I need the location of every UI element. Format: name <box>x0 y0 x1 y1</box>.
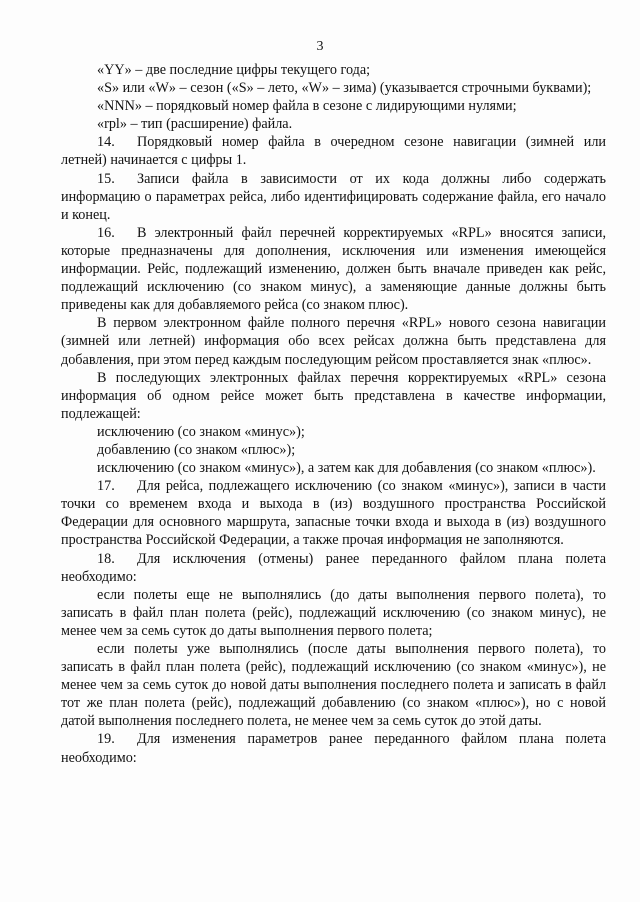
paragraph-text: В электронный файл перечней корректируемых «RPL» вносятся записи, которые предназначены для дополнения, исключения или изменения имеющейся информации. Рейс, подлежащий изменению, должен быть вначале приведен как рейс, подлежащий исключению (со знаком минус), а заменяющие данные должны быть приведены как для добавляемого рейса (со знаком плюс). <box>61 224 606 314</box>
paragraph-17 <box>61 477 606 549</box>
document-body <box>61 61 606 767</box>
list-item-exclusion: исключению (со знаком «минус»); <box>97 423 305 440</box>
paragraph-number: 14. <box>97 134 115 151</box>
page-number: 3 <box>316 39 324 54</box>
paragraph-text: Для рейса, подлежащего исключению (со знаком «минус»), записи в части точки со временем входа и выхода в (из) воздушного пространства Российской Федерации для основного маршрута, запасные точки входа и выхода в (из) воздушного пространства Российской Федерации, а также прочая информация не заполняются. <box>61 478 606 549</box>
paragraph-first-file: В первом электронном файле полного перечня «RPL» нового сезона навигации (зимней или летней) информация обо всех рейсах должна быть представлена для добавления, при этом перед каждым последующим рейсом проставляется знак «плюс». <box>61 315 606 368</box>
paragraph-text: Для исключения (отмены) ранее переданного файлом плана полета необходимо: <box>61 550 606 585</box>
paragraph-15 <box>61 170 606 224</box>
paragraph-number: 15. <box>97 170 115 187</box>
paragraph-14 <box>61 133 606 169</box>
paragraph-16 <box>61 224 606 314</box>
list-item-exclusion-addition: исключению (со знаком «минус»), а затем как для добавления (со знаком «плюс»). <box>97 460 596 477</box>
paragraph-season: «S» или «W» – сезон («S» – лето, «W» – зима) (указывается строчными буквами); <box>97 80 592 97</box>
list-item-addition: добавлению (со знаком «плюс»); <box>97 441 296 458</box>
paragraph-subsequent-files: В последующих электронных файлах перечня корректируемых «RPL» сезона информация об одном рейсе может быть представлена в качестве информации, подлежащей: <box>61 369 606 422</box>
paragraph-number: 17. <box>97 478 115 495</box>
paragraph-number: 18. <box>97 550 115 567</box>
paragraph-text: Записи файла в зависимости от их кода должны либо содержать информацию о параметрах рейса, либо идентифицировать содержание файла, его начало и конец. <box>61 170 606 223</box>
paragraph-number: 19. <box>97 731 115 748</box>
paragraph-number: 16. <box>97 224 115 241</box>
paragraph-yy: «YY» – две последние цифры текущего года; <box>97 62 371 78</box>
paragraph-18 <box>61 550 606 586</box>
paragraph-nnn: «NNN» – порядковый номер файла в сезоне с лидирующими нулями; <box>97 98 517 115</box>
paragraph-text: Порядковый номер файла в очередном сезоне навигации (зимней или летней) начинается с цифры 1. <box>61 134 606 169</box>
paragraph-rpl-type: «rpl» – тип (расширение) файла. <box>97 116 293 133</box>
paragraph-already-flown: если полеты уже выполнялись (после даты выполнения первого полета), то записать в файл план полета (рейс), подлежащий исключению (со знаком «минус»), не менее чем за семь суток до новой даты выполнения последнего полета и записать в файл тот же план полета (рейс), подлежащий добавлению (со знаком «плюс»), но с новой датой выполнения последнего полета, не менее чем за семь суток до этой даты. <box>61 641 606 730</box>
paragraph-text: Для изменения параметров ранее переданного файлом плана полета необходимо: <box>61 731 606 766</box>
paragraph-19 <box>61 730 606 766</box>
paragraph-not-yet-flown: если полеты еще не выполнялись (до даты выполнения первого полета), то записать в файл план полета (рейс), подлежащий исключению (со знаком минус), не менее чем за семь суток до даты выполнения первого полета; <box>61 586 606 639</box>
